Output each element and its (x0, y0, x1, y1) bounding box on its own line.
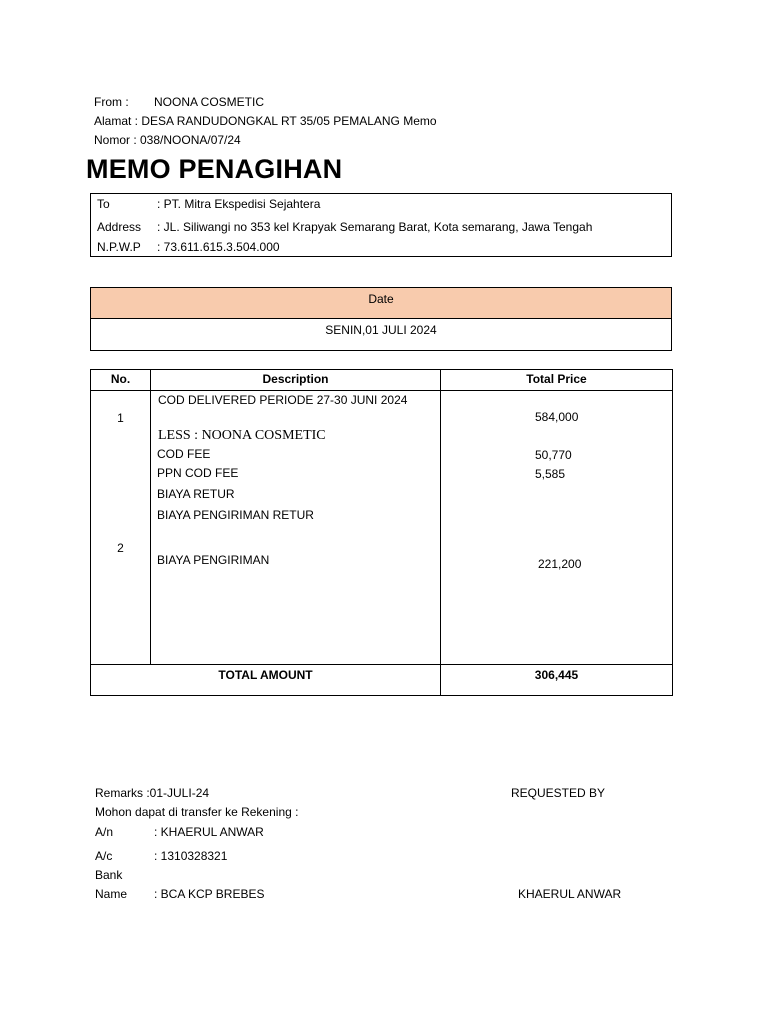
account-number-label: A/c (95, 849, 113, 863)
npwp-label: N.P.W.P (97, 240, 141, 254)
transfer-note: Mohon dapat di transfer ke Rekening : (95, 805, 299, 819)
to-label: To (97, 197, 110, 211)
bank-name-value: : BCA KCP BREBES (154, 887, 265, 901)
from-label: From : (94, 95, 129, 109)
date-header-label: Date (368, 292, 394, 306)
address-label: Address (97, 220, 142, 234)
total-amount-value: 306,445 (534, 668, 579, 682)
biaya-pengiriman-retur-line: BIAYA PENGIRIMAN RETUR (157, 508, 314, 522)
npwp-value: : 73.611.615.3.504.000 (157, 240, 280, 254)
header-no: No. (110, 372, 131, 386)
to-value: : PT. Mitra Ekspedisi Sejahtera (157, 197, 321, 211)
memo-number: Nomor : 038/NOONA/07/24 (94, 133, 241, 147)
signer-name: KHAERUL ANWAR (518, 887, 622, 901)
address-value: : JL. Siliwangi no 353 kel Krapyak Semarang Barat, Kota semarang, Jawa Tengah (157, 220, 593, 234)
header-divider (91, 390, 672, 391)
column-divider-price (440, 370, 441, 695)
account-name-label: A/n (95, 825, 114, 839)
account-number-value: : 1310328321 (154, 849, 228, 863)
cod-fee-price: 50,770 (535, 448, 572, 462)
account-name-value: : KHAERUL ANWAR (154, 825, 264, 839)
date-value-row (91, 319, 671, 341)
total-divider (91, 664, 672, 665)
remarks: Remarks :01-JULI-24 (95, 786, 210, 800)
from-value: NOONA COSMETIC (154, 95, 265, 109)
header-total-price: Total Price (526, 372, 587, 386)
ppn-cod-fee-price: 5,585 (535, 467, 566, 481)
column-divider-no (150, 370, 151, 665)
biaya-retur-line: BIAYA RETUR (157, 487, 235, 501)
cod-delivered-line: COD DELIVERED PERIODE 27-30 JUNI 2024 (158, 393, 408, 407)
requested-by-label: REQUESTED BY (511, 786, 606, 800)
ppn-cod-fee-line: PPN COD FEE (157, 466, 239, 480)
items-table (90, 369, 673, 696)
biaya-pengiriman-price: 221,200 (538, 557, 582, 571)
row-number-2: 2 (117, 541, 124, 555)
bank-name-label: Name (95, 887, 128, 901)
cod-fee-line: COD FEE (157, 447, 211, 461)
recipient-box (90, 193, 672, 257)
bank-label: Bank (95, 868, 123, 882)
biaya-pengiriman-line: BIAYA PENGIRIMAN (157, 553, 270, 567)
less-line: LESS : NOONA COSMETIC (158, 428, 326, 443)
total-amount-label: TOTAL AMOUNT (218, 668, 313, 682)
date-value: SENIN,01 JULI 2024 (325, 323, 437, 337)
date-box (90, 287, 672, 351)
row-number-1: 1 (117, 411, 124, 425)
header-description: Description (262, 372, 329, 386)
sender-address: Alamat : DESA RANDUDONGKAL RT 35/05 PEMALANG Memo (94, 114, 437, 128)
cod-delivered-price: 584,000 (535, 410, 579, 424)
page-title: MEMO PENAGIHAN (86, 154, 343, 184)
date-header (91, 288, 671, 319)
